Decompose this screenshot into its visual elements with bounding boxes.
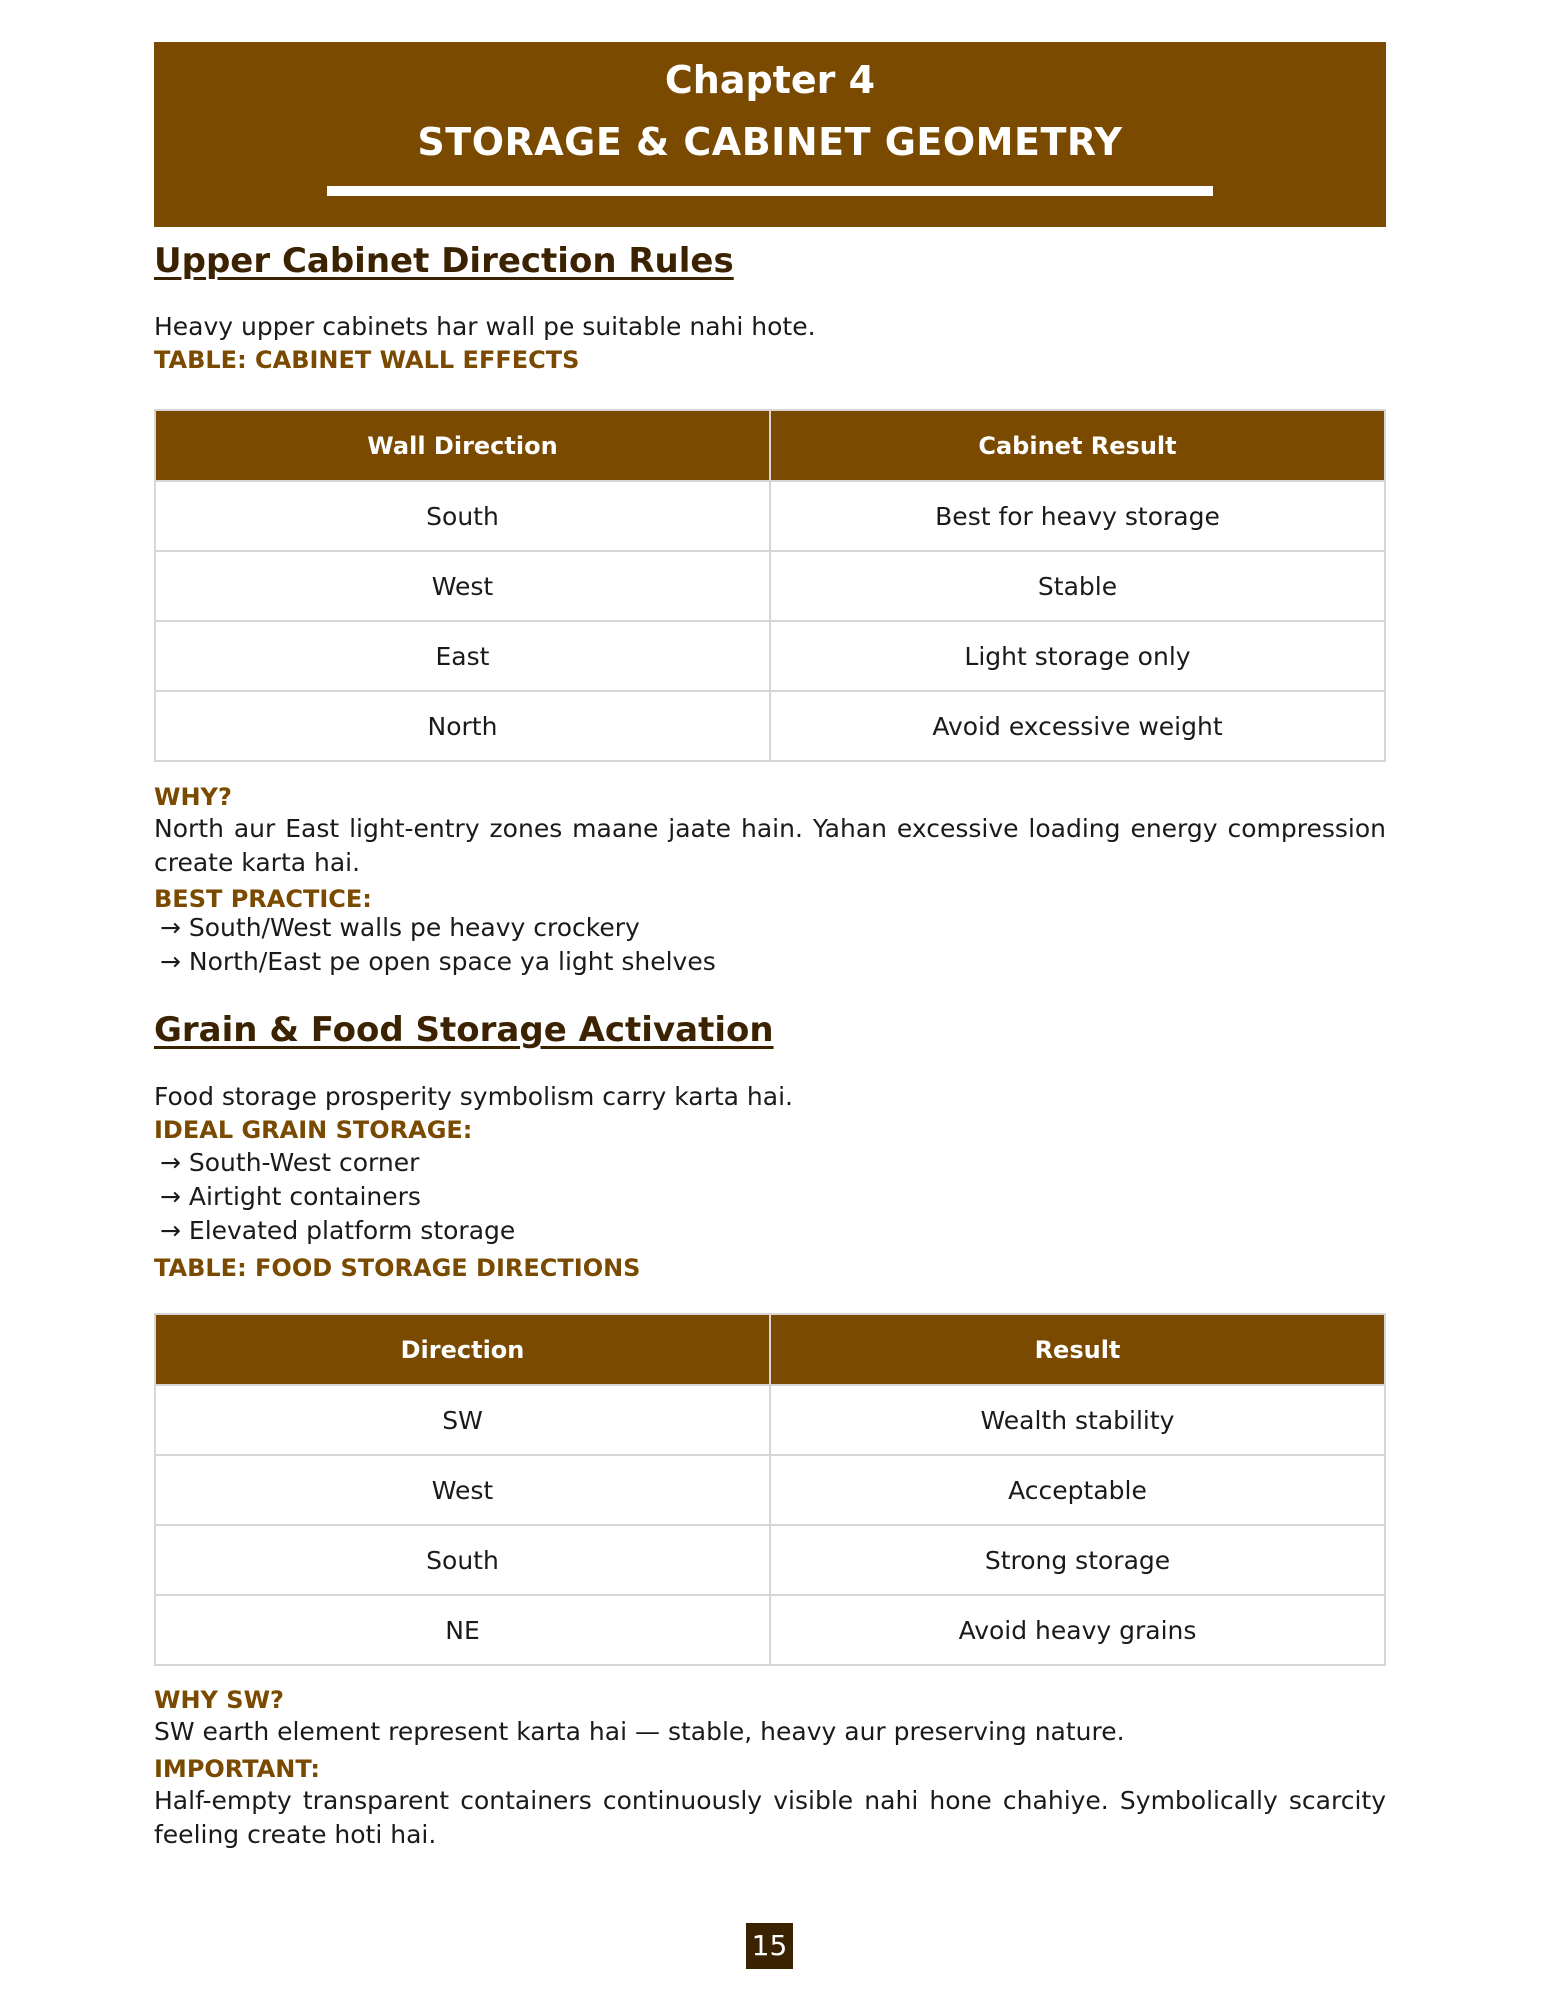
table-cell: Stable [770, 551, 1385, 621]
best-practice-item: → North/East pe open space ya light shelves [160, 947, 716, 976]
table-cell: West [155, 1455, 770, 1525]
section1-intro: Heavy upper cabinets har wall pe suitable nahi hote. [154, 312, 816, 341]
table-row [155, 1455, 1385, 1525]
table-cell: Best for heavy storage [770, 481, 1385, 551]
section-heading-grain-storage: Grain & Food Storage Activation [154, 1010, 774, 1050]
important-text: Half-empty transparent containers continuously visible nahi hone chahiye. Symbolically scarcity feeling create hoti hai. [154, 1786, 1386, 1849]
table-cell: Acceptable [770, 1455, 1385, 1525]
table-header-row [155, 410, 1385, 481]
column-header: Wall Direction [155, 410, 770, 481]
table-cell: NE [155, 1595, 770, 1665]
table-cell: North [155, 691, 770, 761]
ideal-storage-label: IDEAL GRAIN STORAGE: [154, 1116, 473, 1144]
table-label-food: TABLE: FOOD STORAGE DIRECTIONS [154, 1254, 641, 1282]
table-row [155, 1525, 1385, 1595]
page-number: 15 [746, 1923, 793, 1969]
section-heading-upper-cabinet: Upper Cabinet Direction Rules [154, 241, 734, 281]
table-row [155, 691, 1385, 761]
page-content [154, 42, 1386, 1849]
why-sw-label: WHY SW? [154, 1686, 284, 1714]
table-cell: Strong storage [770, 1525, 1385, 1595]
table-cell: Light storage only [770, 621, 1385, 691]
food-storage-directions-table [154, 1313, 1386, 1666]
table-cell: South [155, 1525, 770, 1595]
table-cell: West [155, 551, 770, 621]
table-header-row [155, 1314, 1385, 1385]
important-label: IMPORTANT: [154, 1755, 321, 1783]
table-row [155, 621, 1385, 691]
why-label: WHY? [154, 783, 232, 811]
table-cell: Wealth stability [770, 1385, 1385, 1455]
column-header: Direction [155, 1314, 770, 1385]
banner-divider [327, 186, 1213, 196]
chapter-banner [154, 42, 1386, 227]
best-practice-label: BEST PRACTICE: [154, 885, 372, 913]
table-cell: East [155, 621, 770, 691]
table-label-cabinet: TABLE: CABINET WALL EFFECTS [154, 346, 580, 374]
table-row [155, 551, 1385, 621]
chapter-number: Chapter 4 [664, 58, 876, 102]
cabinet-wall-effects-table [154, 409, 1386, 762]
table-cell: Avoid heavy grains [770, 1595, 1385, 1665]
table-cell: Avoid excessive weight [770, 691, 1385, 761]
best-practice-item: → South/West walls pe heavy crockery [160, 913, 640, 942]
ideal-storage-item: → Airtight containers [160, 1182, 421, 1211]
ideal-storage-item: → Elevated platform storage [160, 1216, 516, 1245]
why-sw-text: SW earth element represent karta hai — stable, heavy aur preserving nature. [154, 1717, 1125, 1746]
table-cell: SW [155, 1385, 770, 1455]
column-header: Cabinet Result [770, 410, 1385, 481]
why-text: North aur East light-entry zones maane jaate hain. Yahan excessive loading energy compression create karta hai. [154, 814, 1386, 877]
table-row [155, 1385, 1385, 1455]
chapter-title: STORAGE & CABINET GEOMETRY [417, 120, 1123, 164]
section2-intro: Food storage prosperity symbolism carry karta hai. [154, 1082, 793, 1111]
table-row [155, 1595, 1385, 1665]
table-row [155, 481, 1385, 551]
column-header: Result [770, 1314, 1385, 1385]
ideal-storage-item: → South-West corner [160, 1148, 420, 1177]
table-cell: South [155, 481, 770, 551]
